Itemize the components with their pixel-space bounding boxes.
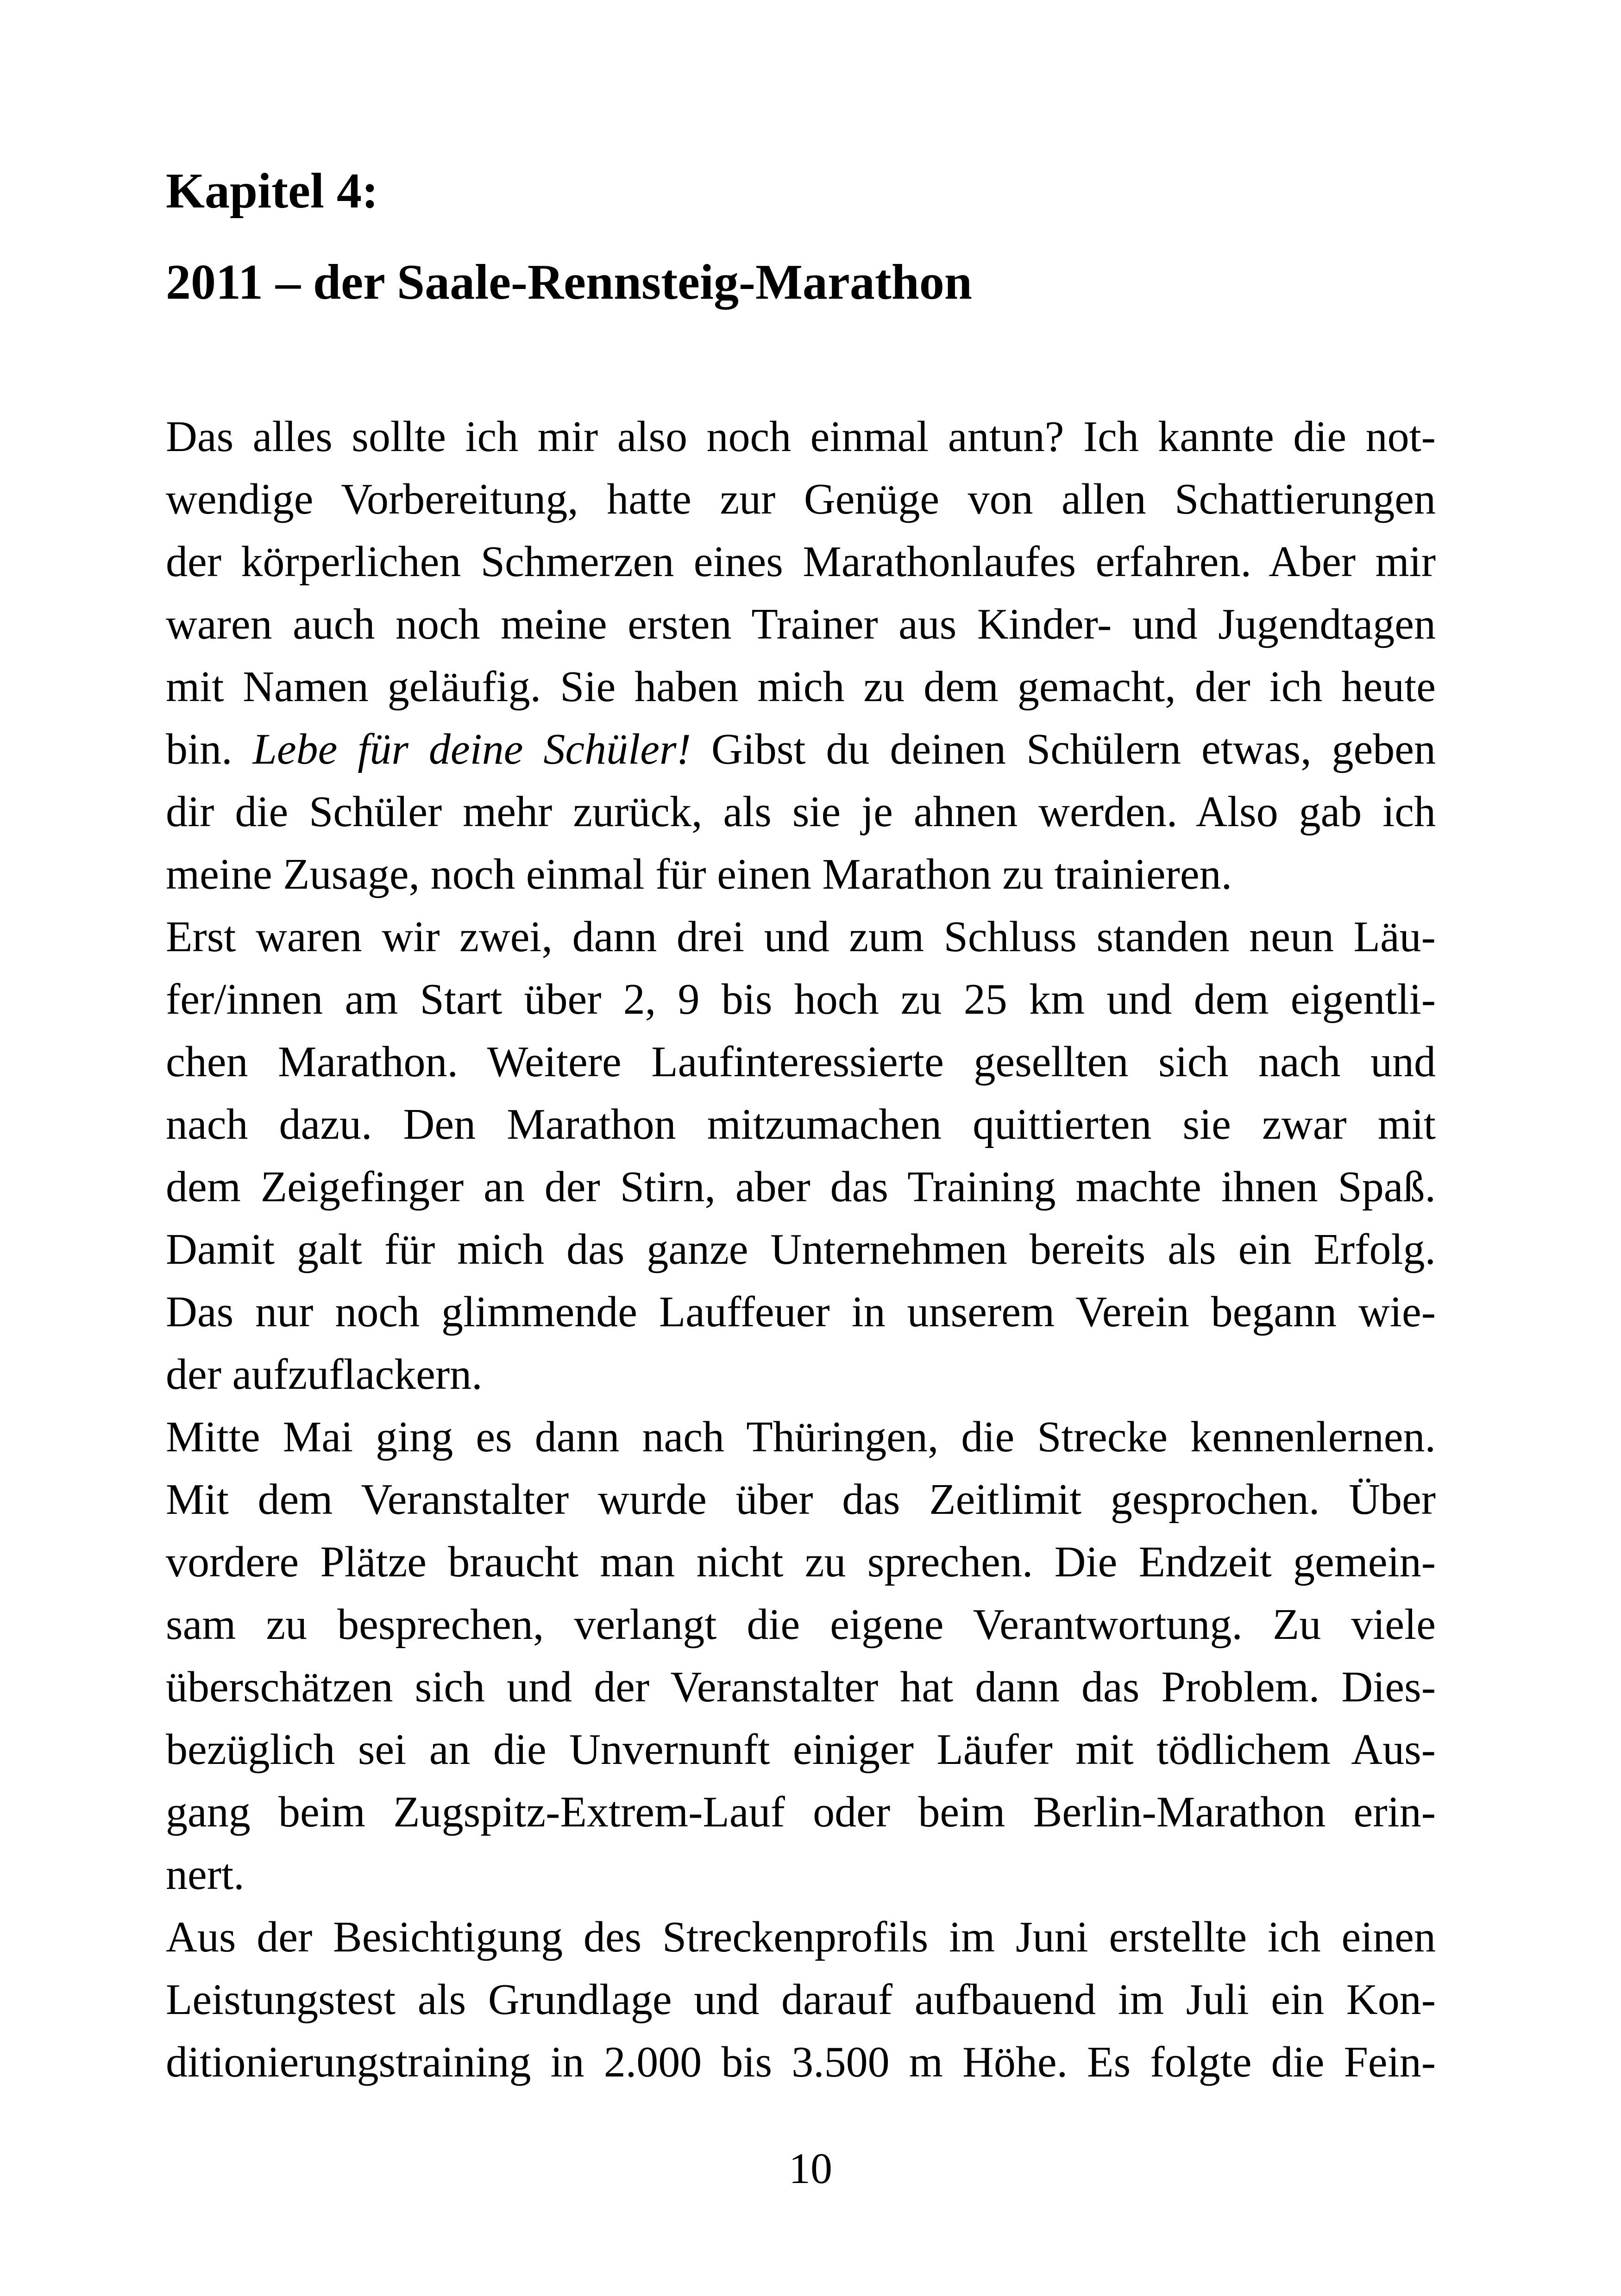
text-line: sam zu besprechen, verlangt die eigene Verantwortung. Zu viele (166, 1600, 1436, 1649)
text-line: nert. (166, 1851, 245, 1899)
text-line: gang beim Zugspitz-Extrem-Lauf oder beim Berlin-Marathon erin- (166, 1788, 1436, 1836)
text-line: Aus der Besichtigung des Streckenprofils im Juni erstellte ich einen (166, 1913, 1436, 1961)
text-line: Damit galt für mich das ganze Unternehmen bereits als ein Erfolg. (166, 1225, 1436, 1273)
text-line: Das alles sollte ich mir also noch einmal antun? Ich kannte die not- (166, 413, 1436, 461)
text-line: fer/innen am Start über 2, 9 bis hoch zu 25 km und dem eigentli- (166, 975, 1436, 1023)
text-line: wendige Vorbereitung, hatte zur Genüge von allen Schattierungen (166, 475, 1436, 523)
chapter-title: 2011 – der Saale-Rennsteig-Marathon (166, 255, 972, 310)
text-line: Das nur noch glimmende Lauffeuer in unserem Verein begann wie- (166, 1288, 1436, 1336)
text-line: chen Marathon. Weitere Laufinteressierte gesellten sich nach und (166, 1038, 1436, 1086)
text-line: vordere Plätze braucht man nicht zu sprechen. Die Endzeit gemein- (166, 1538, 1436, 1586)
text-line: dir die Schüler mehr zurück, als sie je ahnen werden. Also gab ich (166, 788, 1436, 836)
text-line: waren auch noch meine ersten Trainer aus Kinder- und Jugendtagen (166, 600, 1436, 648)
page-number: 10 (789, 2145, 832, 2193)
text-segment: Gibst du deinen Schülern etwas, geben (691, 725, 1436, 773)
text-line: dem Zeigefinger an der Stirn, aber das Training machte ihnen Spaß. (166, 1163, 1436, 1211)
chapter-label: Kapitel 4: (166, 163, 378, 219)
text-line: Leistungstest als Grundlage und darauf aufbauend im Juli ein Kon- (166, 1976, 1436, 2024)
text-line: Erst waren wir zwei, dann drei und zum Schluss standen neun Läu- (166, 913, 1436, 961)
text-line: mit Namen geläufig. Sie haben mich zu dem gemacht, der ich heute (166, 663, 1436, 711)
text-line: der aufzuflackern. (166, 1350, 483, 1399)
text-line: nach dazu. Den Marathon mitzumachen quittierten sie zwar mit (166, 1100, 1436, 1148)
text-line: überschätzen sich und der Veranstalter hat dann das Problem. Dies- (166, 1663, 1436, 1711)
text-line: Mitte Mai ging es dann nach Thüringen, die Strecke kennenlernen. (166, 1413, 1436, 1461)
text-segment: bin. (166, 725, 253, 773)
text-line: Mit dem Veranstalter wurde über das Zeitlimit gesprochen. Über (166, 1475, 1436, 1524)
text-line: bezüglich sei an die Unvernunft einiger Läufer mit tödlichem Aus- (166, 1725, 1436, 1774)
italic-quote: Lebe für deine Schüler! (252, 725, 691, 773)
text-line: ditionierungstraining in 2.000 bis 3.500 m Höhe. Es folgte die Fein- (166, 2038, 1436, 2086)
text-line: meine Zusage, noch einmal für einen Marathon zu trainieren. (166, 850, 1232, 898)
text-line (166, 719, 1436, 779)
text-line: der körperlichen Schmerzen eines Marathonlaufes erfahren. Aber mir (166, 538, 1436, 586)
